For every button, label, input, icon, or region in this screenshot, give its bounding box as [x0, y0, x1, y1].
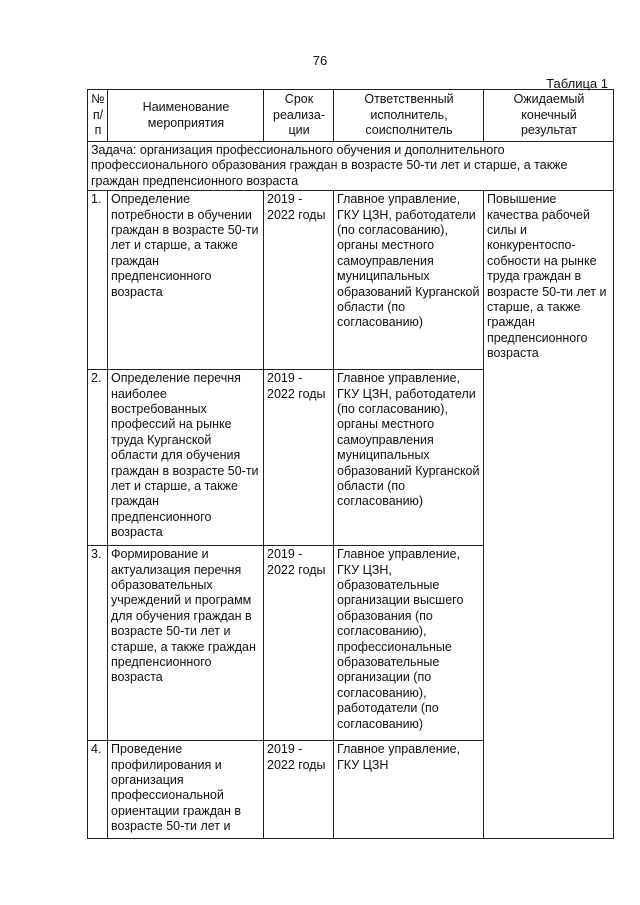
row-term: 2019 - 2022 годы — [264, 191, 334, 370]
row-responsible: Главное управление, ГКУ ЦЗН, работодатели (по согласованию), органы местного самоуправления муниципальных образований Курганской области (по согласованию) — [334, 370, 484, 546]
header-name: Наименование мероприятия — [108, 90, 264, 142]
row-num: 2. — [88, 370, 108, 546]
row-responsible: Главное управление, ГКУ ЦЗН, работодатели (по согласованию), органы местного самоуправления муниципальных образований Курганской области (по согласованию) — [334, 191, 484, 370]
row-num: 1. — [88, 191, 108, 370]
row-num: 4. — [88, 741, 108, 839]
row-term: 2019 - 2022 годы — [264, 370, 334, 546]
header-term: Срок реализа- ции — [264, 90, 334, 142]
table-header-row — [88, 90, 614, 142]
header-num: № п/п — [88, 90, 108, 142]
row-name: Проведение профилирования и организация профессиональной ориентации граждан в возрасте 50-ти лет и — [108, 741, 264, 839]
table-row — [88, 191, 614, 370]
page-number: 76 — [312, 53, 328, 68]
row-term: 2019 - 2022 годы — [264, 546, 334, 741]
header-result: Ожидаемый конечный результат — [484, 90, 614, 142]
row-name: Определение перечня наиболее востребованных профессий на рынке труда Курганской области для обучения граждан в возрасте 50-ти лет и старше, а также граждан предпенсионного возраста — [108, 370, 264, 546]
row-name: Определение потребности в обучении граждан в возрасте 50-ти лет и старше, а также граждан предпенсионного возраста — [108, 191, 264, 370]
header-responsible: Ответственный исполнитель, соисполнитель — [334, 90, 484, 142]
expected-result: Повышение качества рабочей силы и конкурентоспо-собности на рынке труда граждан в возрасте 50-ти лет и старше, а также граждан предпенсионного возраста — [484, 191, 614, 839]
row-responsible: Главное управление, ГКУ ЦЗН, образовательные организации высшего образования (по согласованию), профессиональные образовательные организации (по согласованию), работодатели (по согласованию) — [334, 546, 484, 741]
row-responsible: Главное управление, ГКУ ЦЗН — [334, 741, 484, 839]
task-text: Задача: организация профессионального обучения и дополнительного профессионального образования граждан в возрасте 50-ти лет и старше, а также граждан предпенсионного возраста — [88, 142, 614, 191]
measures-table — [87, 89, 614, 839]
row-num: 3. — [88, 546, 108, 741]
task-row — [88, 142, 614, 191]
row-name: Формирование и актуализация перечня образовательных учреждений и программ для обучения граждан в возрасте 50-ти лет и старше, а также граждан предпенсионного возраста — [108, 546, 264, 741]
table-caption: Таблица 1 — [546, 76, 608, 91]
row-term: 2019 - 2022 годы — [264, 741, 334, 839]
